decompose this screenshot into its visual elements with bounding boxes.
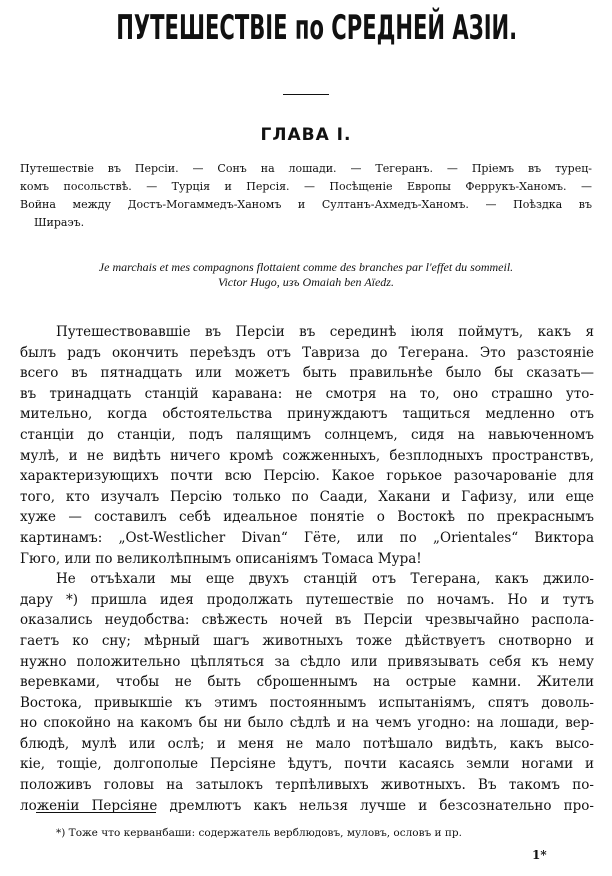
body-line: хуже — составилъ себѣ идеальное понятіе о Востокѣ по прекраснымъ [20, 509, 594, 526]
summary-line: Путешествіе въ Персіи. — Сонъ на лошади. — Тегеранъ. — Пріемъ въ турец- [20, 162, 592, 175]
body-line: положивъ головы на затылокъ терпѣливыхъ животныхъ. Въ такомъ по- [20, 777, 594, 794]
footnote: *) Тоже что керванбаши: содержатель верблюдовъ, муловъ, ословъ и пр. [56, 827, 462, 839]
body-line: Путешествовавшіе въ Персіи въ серединѣ іюля поймутъ, какъ я [56, 324, 594, 340]
signature-mark: 1* [532, 848, 547, 862]
body-line: Востока, привыкшіе къ этимъ постояннымъ испытаніямъ, спятъ доволь- [20, 694, 594, 711]
body-line: того, кто изучалъ Персію только по Саади, Хакани и Гафизу, или еще [20, 488, 594, 505]
body-line: картинамъ: „Ost-Westlicher Divan“ Гёте, или по „Orientales“ Виктора [20, 529, 594, 546]
summary-line: Война между Достъ-Могаммедъ-Ханомъ и Султанъ-Ахмедъ-Ханомъ. — Поѣздка въ [20, 198, 592, 211]
body-line: характеризующихъ почти всю Персію. Какое горькое разочарованіе для [20, 468, 594, 485]
body-line: кіе, тощіе, долгополые Персіяне ѣдутъ, почти касаясь земли ногами и [20, 756, 594, 773]
summary-line: Шираэъ. [34, 216, 85, 229]
body-line: веревками, чтобы не быть сброшеннымъ на острые камни. Жители [20, 674, 594, 691]
chapter-title: ГЛАВА I. [260, 125, 352, 145]
body-line: мительно, когда обстоятельства принуждаютъ тащиться медленно отъ [20, 406, 594, 423]
body-line: станціи до станціи, подъ палящимъ солнцемъ, сидя на навьюченномъ [20, 426, 594, 443]
epigraph-quote: Je marchais et mes compagnons flottaient comme des branches par l'effet du sommeil. [98, 260, 514, 274]
book-title: ПУТЕШЕСТВІЕ по СРЕДНЕЙ АЗІИ. [116, 8, 518, 48]
body-line: блюдѣ, мулѣ или ослѣ; и меня не мало потѣшало видѣть, какъ высо- [20, 735, 594, 752]
epigraph [20, 260, 592, 290]
body-line: Не отъѣхали мы еще двухъ станцій отъ Тегерана, какъ джило- [56, 571, 594, 588]
body-line: мулѣ, и не видѣть ничего кромѣ сожженныхъ, безплодныхъ пространствъ, [20, 447, 594, 464]
body-line: былъ радъ окончить переѣздъ отъ Тавриза до Тегерана. Это разстояніе [20, 344, 594, 361]
body-line: ложеніи Персіяне дремлютъ какъ нельзя лучше и безсознательно про- [20, 797, 594, 814]
body-line: Гюго, или по великолѣпнымъ описаніямъ Томаса Мура! [20, 550, 422, 567]
footnote-divider [36, 812, 156, 813]
body-line: гаетъ ко сну; мѣрный шагъ животныхъ тоже дѣйствуетъ снотворно и [20, 632, 594, 649]
body-line: въ тринадцать станцій каравана: не смотря на то, оно страшно уто- [20, 385, 594, 402]
body-text [20, 322, 594, 816]
chapter-summary [20, 160, 592, 232]
body-line: оказались неудобства: свѣжесть ночей въ Персіи чрезвычайно распола- [20, 612, 594, 629]
body-line: но спокойно на какомъ бы ни было сѣдлѣ и на чемъ угодно: на лошади, вер- [20, 715, 594, 732]
body-line: дару *) пришла идея продолжать путешествіе по ночамъ. Но и тутъ [20, 591, 594, 608]
epigraph-attribution: Victor Hugo, изъ Omaiah ben Aïedz. [218, 275, 394, 289]
summary-line: комъ посольствѣ. — Турція и Персія. — Посѣщеніе Европы Феррукъ-Ханомъ. — [20, 180, 592, 193]
body-line: нужно положительно цѣпляться за сѣдло или привязывать себя къ нему [20, 653, 594, 670]
body-line: всего въ пятнадцать или можетъ быть правильнѣе было бы сказать— [20, 365, 594, 382]
title-divider [283, 94, 329, 95]
